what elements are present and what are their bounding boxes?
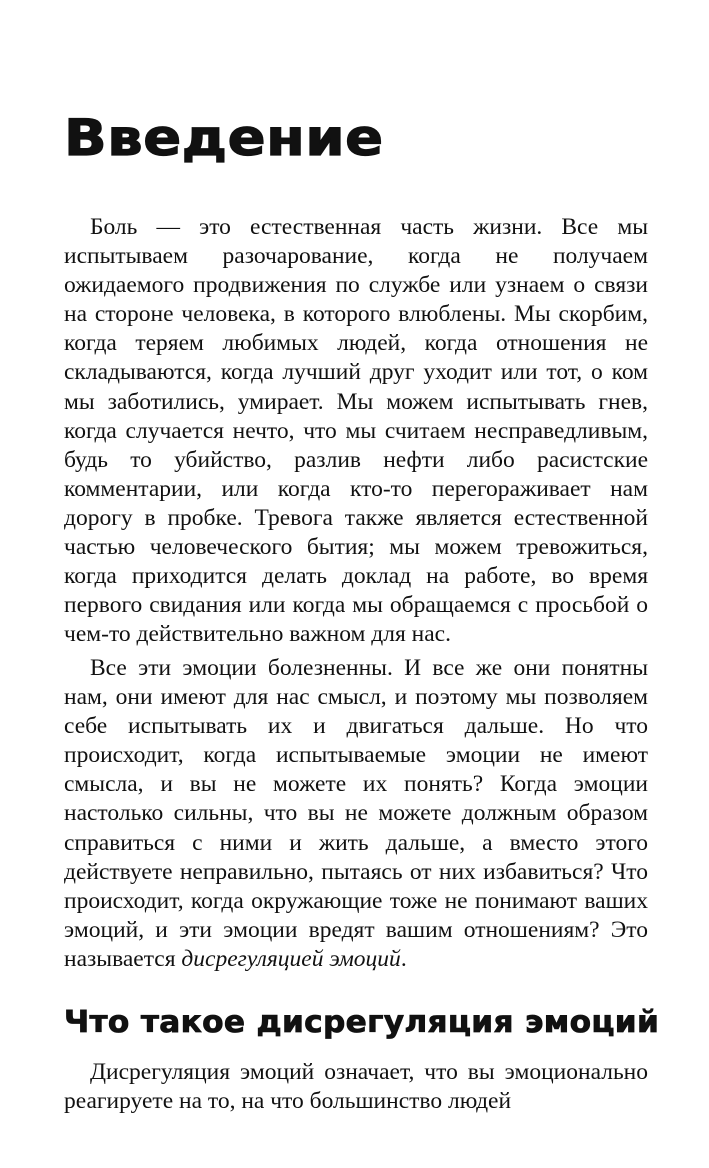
section-title: Что такое дисрегуляция эмоций [64,1005,660,1040]
paragraph-2-tail: . [400,945,407,972]
emphasis-term: дисрегуляцией эмоций [181,945,401,972]
paragraph-2-text: Все эти эмоции болезненны. И все же они понятны нам, они имеют для нас смысл, и поэтому мы позволяем себе испытывать их и двигаться дальше. Но что происходит, когда испытываемые эмоции не имеют смысла, и вы не можете их понять? Когда эмоции настолько сильны, что вы не можете должным образом справиться с ними и жить дальше, а вместо этого действуете неправильно, пытаясь от них избавиться? Что происходит, когда окружающие тоже не понимают ваших эмоций, и эти эмоции вредят вашим отношениям? Это называется [64,655,648,972]
section-paragraph: Дисрегуляция эмоций означает, что вы эмоционально реагируете на то, на что большинство людей [64,1059,648,1115]
paragraph-1: Боль — это естественная часть жизни. Все мы испытываем разочарование, когда не получаем ожидаемого продвижения по службе или узнаем о связи на стороне человека, в которого влюблены. Мы скорбим, когда теряем любимых людей, когда отношения не складываются, когда лучший друг уходит или тот, о ком мы заботились, умирает. Мы можем испытывать гнев, когда случается нечто, что мы считаем несправедливым, будь то убийство, разлив нефти либо расистские комментарии, или когда кто-то перегораживает нам дорогу в пробке. Тревога также является естественной частью человеческого бытия; мы можем тревожиться, когда приходится делать доклад на работе, во время первого свидания или когда мы обращаемся с просьбой о чем-то действительно важном для нас. [64,214,648,648]
paragraph-2 [64,654,648,974]
chapter-title: Введение [64,109,384,167]
